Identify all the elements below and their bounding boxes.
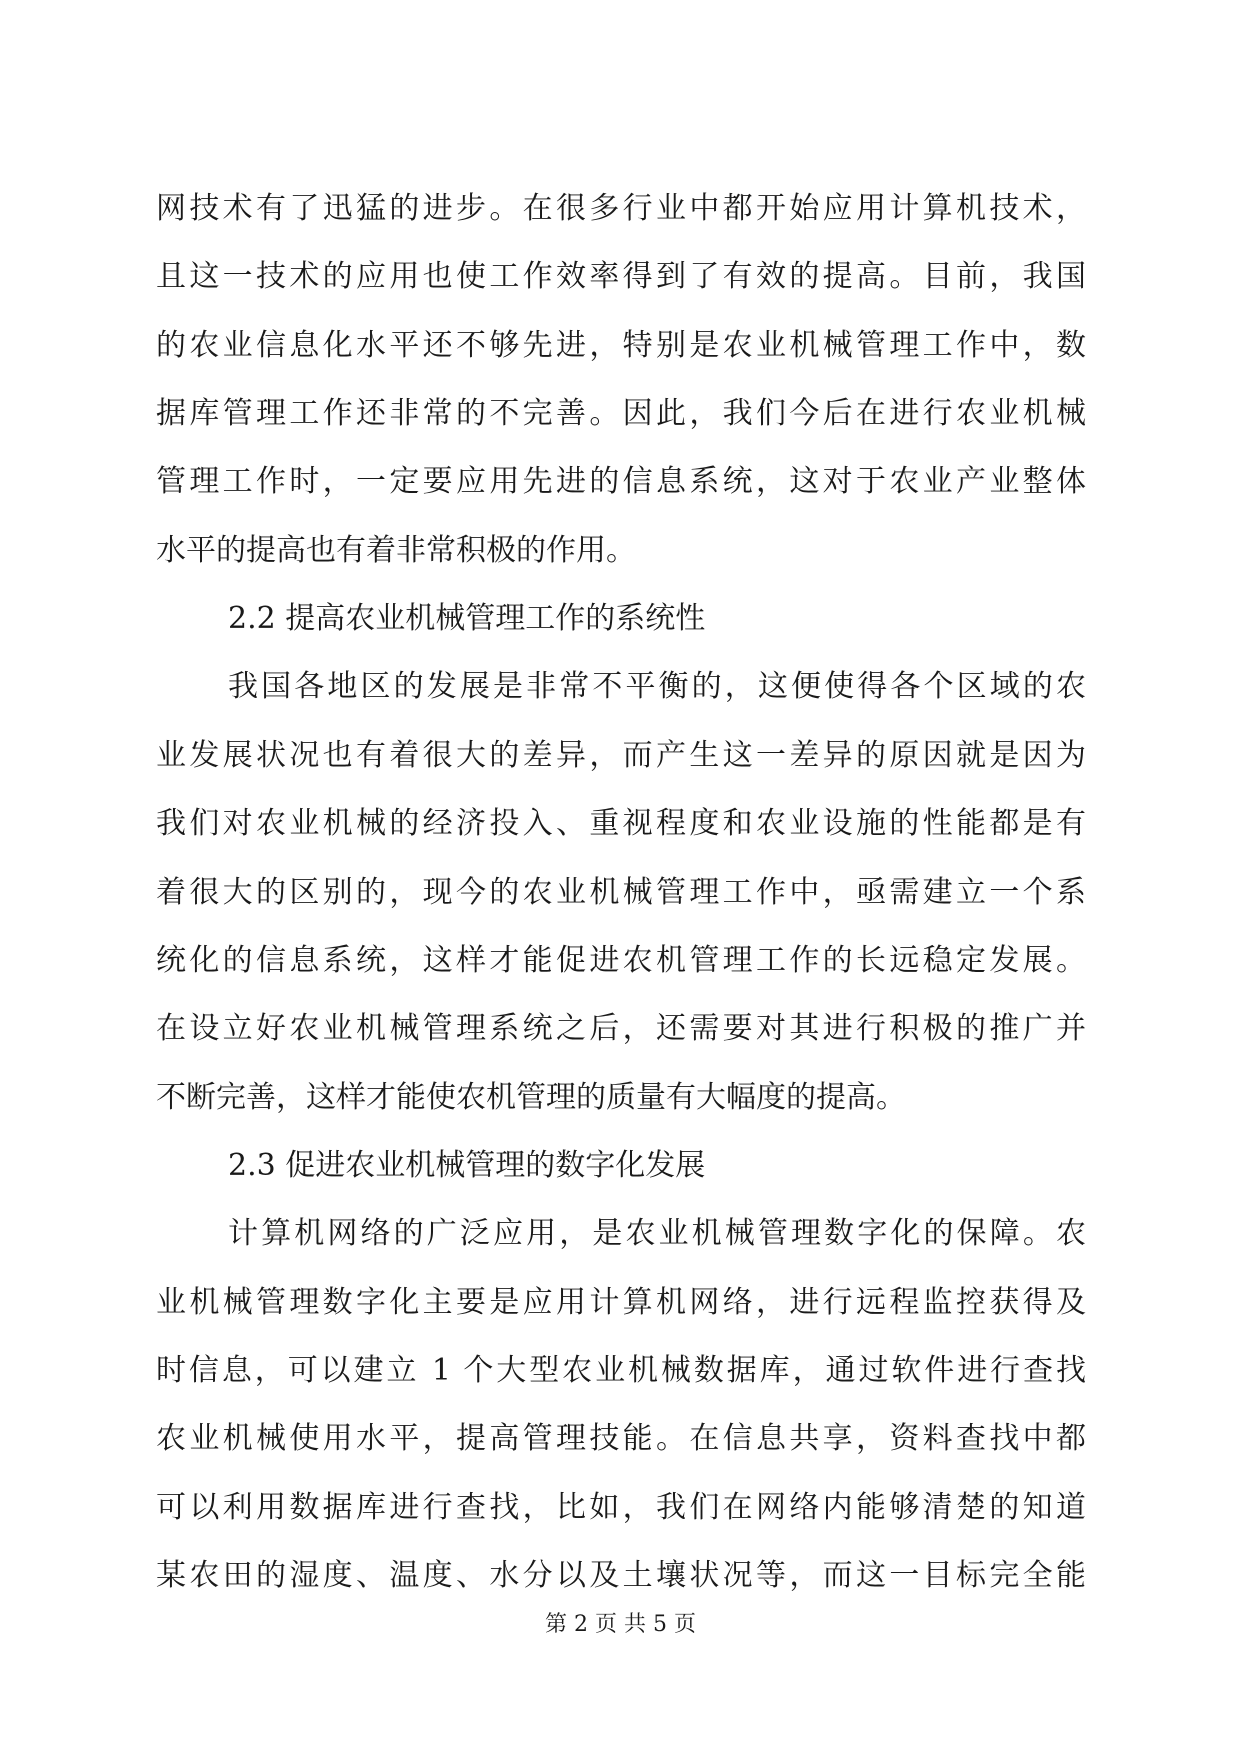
paragraph-line: 网技术有了迅猛的进步。在很多行业中都开始应用计算机技术， [156, 191, 1086, 226]
paragraph-line: 业机械管理数字化主要是应用计算机网络，进行远程监控获得及 [156, 1285, 1086, 1320]
paragraph-line: 据库管理工作还非常的不完善。因此，我们今后在进行农业机械 [156, 396, 1086, 431]
paragraph-line: 着很大的区别的，现今的农业机械管理工作中，亟需建立一个系 [156, 875, 1086, 910]
paragraph-line: 统化的信息系统，这样才能促进农机管理工作的长远稳定发展。 [156, 943, 1086, 978]
paragraph-line: 水平的提高也有着非常积极的作用。 [156, 533, 636, 568]
paragraph-line: 计算机网络的广泛应用，是农业机械管理数字化的保障。农 [228, 1216, 1086, 1251]
paragraph-line: 在设立好农业机械管理系统之后，还需要对其进行积极的推广并 [156, 1011, 1086, 1046]
paragraph-line: 某农田的湿度、温度、水分以及土壤状况等，而这一目标完全能 [156, 1558, 1086, 1593]
paragraph-line: 我们对农业机械的经济投入、重视程度和农业设施的性能都是有 [156, 806, 1086, 841]
paragraph-line: 农业机械使用水平，提高管理技能。在信息共享，资料查找中都 [156, 1421, 1086, 1456]
paragraph-line: 业发展状况也有着很大的差异，而产生这一差异的原因就是因为 [156, 738, 1086, 773]
paragraph-line: 时信息，可以建立 1 个大型农业机械数据库，通过软件进行查找 [156, 1353, 1086, 1388]
paragraph-line: 不断完善，这样才能使农机管理的质量有大幅度的提高。 [156, 1080, 906, 1115]
page-number-footer: 第 2 页 共 5 页 [545, 1612, 696, 1637]
paragraph-line: 我国各地区的发展是非常不平衡的，这便使得各个区域的农 [228, 669, 1086, 704]
paragraph-line: 可以利用数据库进行查找，比如，我们在网络内能够清楚的知道 [156, 1490, 1086, 1525]
section-heading: 2.3 促进农业机械管理的数字化发展 [228, 1148, 706, 1183]
paragraph-line: 管理工作时，一定要应用先进的信息系统，这对于农业产业整体 [156, 464, 1086, 499]
paragraph-line: 且这一技术的应用也使工作效率得到了有效的提高。目前，我国 [156, 259, 1086, 294]
paragraph-line: 的农业信息化水平还不够先进，特别是农业机械管理工作中，数 [156, 328, 1086, 363]
section-heading: 2.2 提高农业机械管理工作的系统性 [228, 601, 706, 636]
